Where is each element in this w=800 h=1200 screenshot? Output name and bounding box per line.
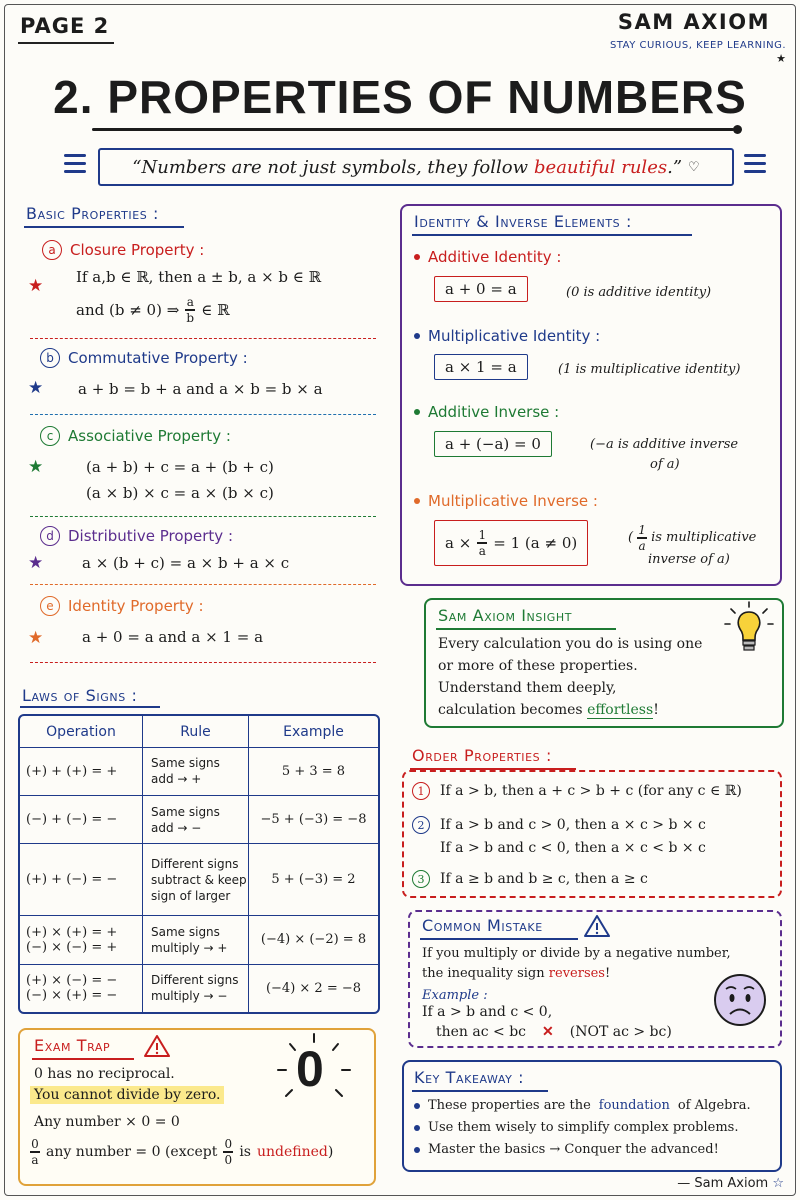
operation-cell: [20, 795, 142, 843]
big-zero: 0: [296, 1041, 324, 1097]
quote-deco-right: [744, 154, 766, 178]
rule-line: Same signs: [151, 804, 220, 819]
exam-trap-line4-end: ): [327, 1143, 334, 1160]
multiplicative-identity-title: [414, 327, 600, 345]
takeaway-text: Master the basics → Conquer the advanced!: [428, 1142, 719, 1157]
rule-line: Different signs: [151, 856, 239, 871]
exam-trap-line3: Any number × 0 = 0: [34, 1114, 180, 1130]
table-row: [20, 964, 378, 1012]
exam-trap-underline: [32, 1058, 134, 1060]
mistake-line2: [422, 966, 610, 981]
multiplicative-identity-note: (1 is multiplicative identity): [558, 362, 741, 377]
basic-properties-underline: [24, 226, 184, 228]
operation-line: (−) × (−) = +: [26, 939, 118, 955]
takeaway-item: [414, 1142, 719, 1157]
warning-icon: [144, 1034, 170, 1058]
page-label: PAGE 2: [20, 14, 110, 38]
mistake-reverses: reverses: [548, 966, 605, 981]
rule-cell: [142, 964, 248, 1012]
commutative-property-title: [40, 348, 248, 368]
title-underline-dot: [733, 125, 742, 134]
quote-deco-left: [64, 154, 86, 178]
divider: [30, 584, 376, 585]
identity-inverse-heading: Identity & Inverse Elements :: [414, 212, 632, 231]
divider: [30, 414, 376, 415]
insight-line3: Understand them deeply,: [438, 680, 617, 696]
frac-num: 1: [638, 523, 646, 537]
closure-fraction: [185, 296, 195, 324]
takeaway-foundation: foundation: [598, 1098, 670, 1113]
order-number: 1: [412, 782, 430, 800]
column-header-example: Example: [248, 716, 378, 748]
warning-icon: [584, 914, 610, 938]
mistake-example-label: Example :: [422, 988, 488, 1003]
insight-effortless: effortless: [587, 702, 654, 718]
closure-property-title: [42, 240, 204, 260]
identity-property-title: [40, 596, 204, 616]
associative-line1: (a + b) + c = a + (b + c): [86, 458, 274, 476]
formula-end: = 1 (a ≠ 0): [493, 534, 578, 552]
order-item-3: [412, 870, 648, 888]
table-row: [20, 795, 378, 843]
closure-line2: [76, 296, 230, 324]
rule-line: Different signs: [151, 973, 239, 988]
commutative-title-text: Commutative Property :: [68, 349, 248, 367]
insight-line4: [438, 702, 659, 718]
key-takeaway-heading: Key Takeaway :: [414, 1068, 525, 1087]
rule-cell: [142, 748, 248, 795]
divider: [30, 662, 376, 663]
additive-inverse-note2: of a): [650, 457, 680, 472]
one-over-a-fraction: [477, 529, 487, 557]
operation-cell: [20, 915, 142, 963]
takeaway-text: These properties are the: [428, 1098, 591, 1113]
heart-icon: ♡: [688, 159, 700, 175]
associative-property-title: [40, 426, 231, 446]
order-item-2: [412, 816, 706, 834]
laws-of-signs-heading: Laws of Signs :: [22, 686, 138, 705]
multiplicative-identity-label: Multiplicative Identity :: [428, 327, 601, 345]
additive-inverse-note: (−a is additive inverse: [590, 437, 739, 452]
mistake-line2-start: the inequality sign: [422, 966, 545, 981]
additive-identity-title: [414, 248, 561, 266]
order-number: 3: [412, 870, 430, 888]
common-mistake-underline: [420, 938, 578, 940]
operation-cell: [20, 748, 142, 795]
quote-highlight: beautiful rules: [534, 156, 668, 178]
identity-title-text: Identity Property :: [68, 597, 204, 615]
rule-line: add → +: [151, 772, 202, 787]
commutative-letter: b: [40, 348, 60, 368]
additive-identity-note: (0 is additive identity): [566, 285, 712, 300]
table-row: [20, 843, 378, 915]
operation-line: (+) × (−) = −: [26, 973, 118, 989]
rule-line: sign of larger: [151, 888, 231, 903]
closure-frac-den: b: [186, 310, 195, 325]
cross-icon: ✕: [542, 1024, 554, 1040]
mistake-not-text: (NOT ac > bc): [569, 1024, 672, 1040]
operation-line: (+) + (+) = +: [26, 763, 118, 779]
closure-line2-start: and (b ≠ 0) ⇒: [76, 300, 180, 319]
zero-over-zero-fraction: [223, 1138, 233, 1166]
example-cell: −5 + (−3) = −8: [248, 795, 378, 843]
insight-line1: Every calculation you do is using one: [438, 636, 703, 652]
order-item-2-line2: If a > b and c < 0, then a × c < b × c: [440, 840, 706, 856]
insight-line4-end: !: [653, 702, 659, 718]
multiplicative-inverse-title: [414, 492, 598, 510]
example-cell: 5 + (−3) = 2: [248, 843, 378, 915]
identity-inverse-underline: [412, 234, 692, 236]
operation-line: (−) + (−) = −: [26, 812, 118, 828]
worried-face-icon: [712, 972, 768, 1028]
rule-line: multiply → −: [151, 989, 228, 1004]
operation-cell: [20, 964, 142, 1012]
table-row: [20, 915, 378, 963]
star-icon: ★: [776, 52, 786, 65]
table-row: [20, 748, 378, 795]
rule-cell: [142, 915, 248, 963]
multiplicative-inverse-note: [628, 524, 756, 552]
rule-line: Same signs: [151, 756, 220, 771]
multiplicative-inverse-note2: inverse of a): [648, 552, 730, 567]
star-icon: ★: [28, 628, 44, 648]
common-mistake-heading: Common Mistake: [422, 916, 543, 935]
note-text: is multiplicative: [651, 530, 757, 546]
commutative-line1: a + b = b + a and a × b = b × a: [78, 380, 323, 398]
additive-identity-label: Additive Identity :: [428, 248, 562, 266]
order-line: If a > b and c > 0, then a × c > b × c: [440, 817, 706, 833]
formula-start: a ×: [445, 534, 472, 552]
mistake-example-line2: [436, 1024, 672, 1040]
rule-line: subtract & keep: [151, 872, 247, 887]
example-cell: 5 + 3 = 8: [248, 748, 378, 795]
lightbulb-icon: [722, 600, 776, 656]
exam-trap-line4-mid: any number = 0 (except: [46, 1143, 218, 1160]
exam-trap-highlight: You cannot divide by zero.: [30, 1086, 224, 1104]
distributive-property-title: [40, 526, 233, 546]
quote-box: [98, 148, 734, 186]
insight-line4-start: calculation becomes: [438, 702, 583, 718]
star-icon: ☆: [772, 1176, 784, 1191]
multiplicative-inverse-label: Multiplicative Inverse :: [428, 492, 598, 510]
distributive-letter: d: [40, 526, 60, 546]
frac-num: 0: [31, 1137, 39, 1151]
order-item-1: [412, 782, 742, 800]
zero-over-a-fraction: [30, 1138, 40, 1166]
associative-title-text: Associative Property :: [68, 427, 231, 445]
page-label-underline: [18, 42, 114, 44]
star-icon: ★: [28, 457, 44, 477]
takeaway-text: of Algebra.: [677, 1098, 751, 1113]
exam-trap-undefined: undefined: [257, 1143, 328, 1160]
operation-line: (+) × (+) = +: [26, 924, 118, 940]
frac-den: a: [31, 1152, 39, 1167]
order-line: If a > b, then a + c > b + c (for any c ∈ ℝ): [440, 783, 742, 799]
closure-letter: a: [42, 240, 62, 260]
star-icon: ★: [28, 276, 44, 296]
takeaway-item: [414, 1120, 739, 1135]
mistake-line1: If you multiply or divide by a negative number,: [422, 946, 731, 961]
exam-trap-line1: 0 has no reciprocal.: [34, 1066, 175, 1082]
operation-line: (+) + (−) = −: [26, 872, 118, 888]
title-underline: [92, 128, 734, 131]
mistake-wrong-result: then ac < bc: [436, 1024, 527, 1040]
closure-frac-num: a: [186, 295, 194, 309]
associative-letter: c: [40, 426, 60, 446]
closure-line1: If a,b ∈ ℝ, then a ± b, a × b ∈ ℝ: [76, 268, 322, 286]
operation-line: (−) × (+) = −: [26, 988, 118, 1004]
example-cell: (−4) × 2 = −8: [248, 964, 378, 1012]
rule-line: multiply → +: [151, 940, 228, 955]
takeaway-text: Use them wisely to simplify complex problems.: [428, 1120, 739, 1135]
frac-num: 0: [224, 1137, 233, 1151]
takeaway-item: [414, 1098, 751, 1113]
distributive-line1: a × (b + c) = a × b + a × c: [82, 554, 290, 572]
laws-of-signs-underline: [20, 706, 160, 708]
order-properties-heading: Order Properties :: [412, 746, 552, 765]
column-header-rule: Rule: [142, 716, 248, 748]
additive-identity-formula: a + 0 = a: [434, 276, 528, 302]
signature-text: — Sam Axiom: [677, 1176, 769, 1191]
additive-inverse-formula: a + (−a) = 0: [434, 431, 552, 457]
zero-rays-icon: [270, 1030, 360, 1120]
frac-den: 0: [224, 1152, 233, 1167]
brand-name: SAM AXIOM: [617, 10, 770, 34]
note-open: (: [628, 530, 634, 546]
example-cell: (−4) × (−2) = 8: [248, 915, 378, 963]
frac-den: a: [478, 543, 486, 558]
signature: [677, 1176, 784, 1191]
quote-end: .”: [667, 156, 683, 178]
key-takeaway-underline: [412, 1090, 548, 1092]
rule-line: add → −: [151, 820, 202, 835]
star-icon: ★: [28, 378, 44, 398]
exam-trap-line4-is: is: [239, 1143, 251, 1160]
multiplicative-identity-formula: a × 1 = a: [434, 354, 528, 380]
laws-of-signs-table: [18, 714, 380, 1014]
rule-cell: [142, 843, 248, 915]
mistake-example-line1: If a > b and c < 0,: [422, 1004, 553, 1020]
exam-trap-line4: [30, 1138, 333, 1166]
insight-underline: [436, 628, 616, 630]
insight-line2: or more of these properties.: [438, 658, 638, 674]
exam-trap-heading: Exam Trap: [34, 1036, 111, 1055]
page-title: 2. PROPERTIES OF NUMBERS: [53, 71, 747, 123]
closure-line2-end: ∈ ℝ: [201, 300, 230, 319]
brand-tagline: STAY CURIOUS, KEEP LEARNING.: [609, 40, 786, 51]
frac-den: a: [638, 538, 646, 553]
mistake-line2-end: !: [604, 966, 611, 981]
insight-heading: Sam Axiom Insight: [438, 606, 573, 625]
quote-text: “Numbers are not just symbols, they follow: [132, 156, 529, 178]
note-fraction: [637, 524, 647, 552]
distributive-title-text: Distributive Property :: [68, 527, 233, 545]
column-header-operation: Operation: [20, 716, 142, 748]
star-icon: ★: [28, 553, 44, 573]
frac-num: 1: [478, 528, 487, 543]
rule-line: Same signs: [151, 924, 220, 939]
order-number: 2: [412, 816, 430, 834]
additive-inverse-title: [414, 403, 559, 421]
basic-properties-heading: Basic Properties :: [26, 204, 160, 223]
multiplicative-inverse-formula: [434, 520, 588, 566]
order-line: If a ≥ b and b ≥ c, then a ≥ c: [440, 871, 648, 887]
table-header-row: [20, 716, 378, 748]
identity-letter: e: [40, 596, 60, 616]
divider: [30, 338, 376, 339]
rule-cell: [142, 795, 248, 843]
closure-title-text: Closure Property :: [70, 241, 205, 259]
additive-inverse-label: Additive Inverse :: [428, 403, 560, 421]
divider: [30, 516, 376, 517]
operation-cell: [20, 843, 142, 915]
identity-line1: a + 0 = a and a × 1 = a: [82, 628, 264, 646]
associative-line2: (a × b) × c = a × (b × c): [86, 484, 274, 502]
